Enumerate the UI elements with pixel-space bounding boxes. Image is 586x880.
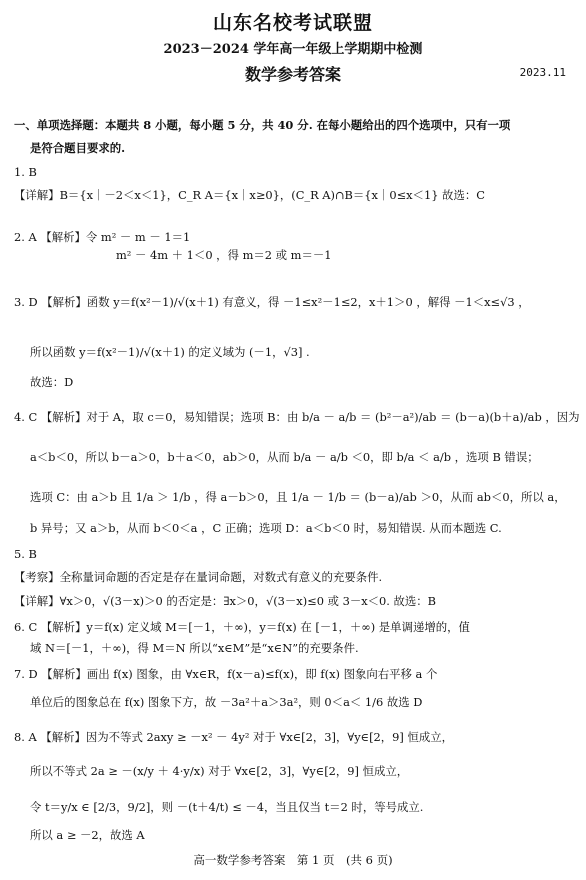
section-heading-cont: 是符合题目要求的. — [30, 141, 126, 155]
q5-note: 【考察】全称量词命题的否定是存在量词命题，对数式有意义的充要条件. — [14, 570, 383, 584]
q4-analysis-line3: 选项 C：由 a＞b 且 1/a ＞ 1/b ，得 a－b＞0，且 1/a － 1/b ＝ (b－a)/ab ＞0，从而 ab＜0，所以 a， — [30, 490, 566, 504]
q3-domain: 所以函数 y＝f(x²－1)/√(x＋1) 的定义域为 (－1，√3] . — [30, 345, 310, 359]
q8-conclusion: 所以 a ≥ －2，故选 A — [30, 828, 145, 842]
section-heading: 一、单项选择题：本题共 8 小题，每小题 5 分，共 40 分. 在每小题给出的四个选项中，只有一项 — [14, 118, 511, 132]
q4-analysis-line4: b 异号；又 a＞b，从而 b＜0＜a ，C 正确；选项 D：a＜b＜0 时，易知错误. 从而本题选 C. — [30, 521, 502, 535]
q3-choice: 故选：D — [30, 375, 74, 389]
q7-analysis-line2: 单位后的图象总在 f(x) 图象下方，故 －3a²＋a＞3a²，则 0＜a＜ 1/6 故选 D — [30, 695, 423, 709]
document-title: 数学参考答案 — [244, 65, 341, 84]
q7-analysis-line1: 7. D 【解析】画出 f(x) 图象，由 ∀x∈R，f(x－a)≤f(x)，即 f(x) 图象向右平移 a 个 — [14, 667, 438, 681]
q8-analysis-line1: 8. A 【解析】因为不等式 2axy ≥ －x² － 4y² 对于 ∀x∈[2，3]，∀y∈[2，9] 恒成立， — [14, 730, 454, 744]
q1-detail: 【详解】B＝{x｜－2＜x＜1}，C_R A＝{x｜x≥0}，(C_R A)∩B＝{x｜0≤x＜1} 故选：C — [14, 188, 485, 202]
page-footer: 高一数学参考答案 第 1 页 (共 6 页) — [193, 853, 393, 867]
q4-analysis-line1: 4. C 【解析】对于 A，取 c＝0，易知错误；选项 B：由 b/a － a/b ＝ (b²－a²)/ab ＝ (b－a)(b＋a)/ab ，因为 — [14, 410, 580, 424]
q6-analysis-line1: 6. C 【解析】y＝f(x) 定义域 M＝[－1，＋∞)，y＝f(x) 在 [－1，＋∞) 是单调递增的，值 — [14, 620, 470, 634]
q3-analysis: 3. D 【解析】函数 y＝f(x²－1)/√(x＋1) 有意义，得 －1≤x²－1≤2，x＋1＞0 ，解得 －1＜x≤√3 ， — [14, 295, 530, 309]
q2-analysis-line1: 2. A 【解析】令 m² － m － 1＝1 — [14, 230, 191, 244]
q2-analysis-line2: m² － 4m ＋ 1＜0 ，得 m＝2 或 m＝－1 — [116, 248, 332, 262]
q4-analysis-line2: a＜b＜0，所以 b－a＞0，b＋a＜0，ab＞0，从而 b/a － a/b ＜0，即 b/a ＜ a/b ，选项 B 错误； — [30, 450, 539, 464]
q5-answer: 5. B — [14, 547, 37, 561]
q8-analysis-line3: 令 t＝y/x ∈ [2/3，9/2]，则 －(t＋4/t) ≤ －4，当且仅当 t＝2 时，等号成立. — [30, 800, 424, 814]
q8-analysis-line2: 所以不等式 2a ≥ －(x/y ＋ 4·y/x) 对于 ∀x∈[2，3]，∀y∈[2，9] 恒成立， — [30, 764, 409, 778]
q6-analysis-line2: 域 N＝[－1，＋∞)，得 M＝N 所以“x∈M”是“x∈N”的充要条件. — [30, 641, 359, 655]
exam-subtitle: 2023－2024 学年高一年级上学期期中检测 — [163, 42, 423, 57]
exam-alliance-title: 山东名校考试联盟 — [212, 12, 373, 34]
q1-answer: 1. B — [14, 165, 37, 179]
document-date: 2023.11 — [519, 66, 566, 79]
q5-detail: 【详解】∀x＞0，√(3－x)＞0 的否定是：∃x＞0，√(3－x)≤0 或 3－x＜0. 故选：B — [14, 594, 437, 608]
